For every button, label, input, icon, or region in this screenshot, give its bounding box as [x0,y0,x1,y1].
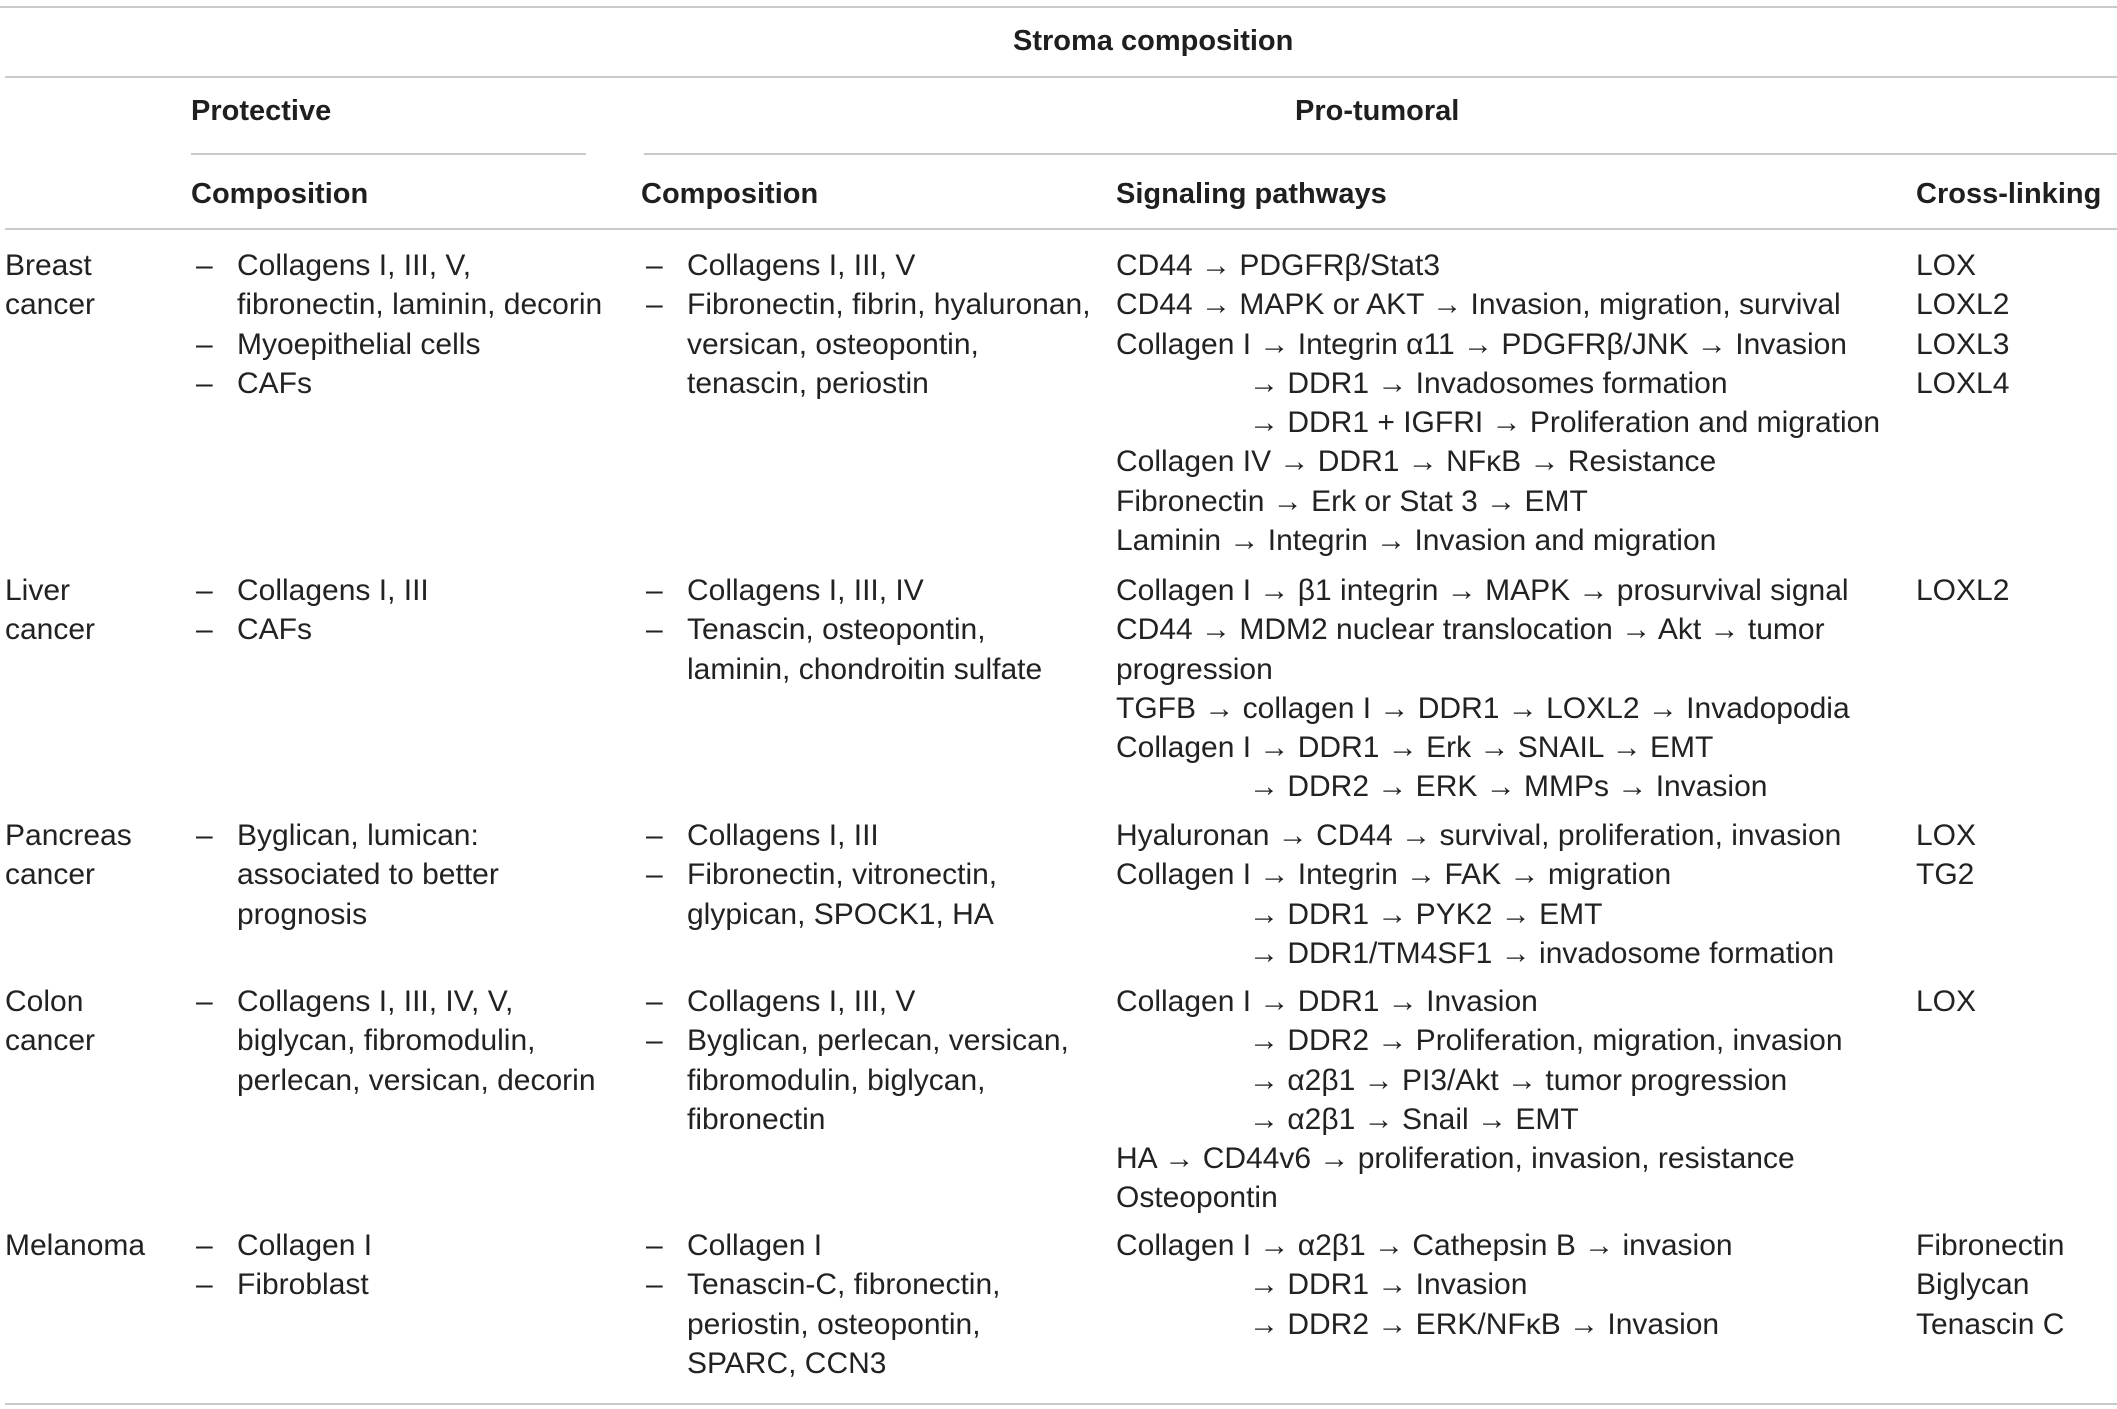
list-item: – Tenascin, osteopontin, [646,613,986,647]
signaling-pathways-cell: Collagen I → α2β1 → Cathepsin B → invasion → DDR1 → Invasion → DDR2 → ERK/NFκB → Invasion [1116,1229,1733,1341]
cancer-type-cell: Colon cancer [5,985,96,1058]
cancer-type-cell: Melanoma [5,1229,146,1262]
list-item: – Collagens I, III, V [646,985,916,1018]
protumoral-composition-cell: – Collagens I, III – Fibronectin, vitronectin, glypican, SPOCK1, HA [643,816,997,934]
list-item: – Byglican, lumican: [196,819,479,852]
list-item: – Byglican, perlecan, versican, [646,1024,1069,1058]
protective-composition-cell: – Collagens I, III, IV, V, biglycan, fibromodulin, perlecan, versican, decorin [193,982,596,1100]
protective-header: Protective [191,95,332,127]
list-item: – CAFs [196,366,312,400]
protective-composition-cell: – Collagens I, III, V, fibronectin, laminin, decorin – Myoepithelial cells – CAFs [193,246,602,403]
list-item: – Fibronectin, vitronectin, [646,858,998,892]
protumoral-composition-cell: – Collagens I, III, V – Fibronectin, fibrin, hyaluronan, versican, osteopontin, tenascin, periostin [643,246,1091,403]
cancer-type-cell: Pancreas cancer [5,819,132,892]
signaling-pathways-cell: Collagen I → β1 integrin → MAPK → prosurvival signal CD44 → MDM2 nuclear translocation → Akt → tumor progression TGFB → collagen I → DDR1 → LOXL2 → Invadopodia Collagen I → DDR1 → Erk → SNAIL → EMT → DDR2 → ERK → MMPs → Invasion [1116,574,1850,804]
protective-composition-cell [193,1226,372,1305]
list-item: – Myoepithelial cells [196,327,481,361]
list-item: – Fibronectin, fibrin, hyaluronan, [646,288,1091,322]
signaling-pathways-cell: Hyaluronan → CD44 → survival, proliferation, invasion Collagen I → Integrin → FAK → migration → DDR1 → PYK2 → EMT → DDR1/TM4SF1 → invadosome formation [1116,819,1842,970]
list-item: – Collagens I, III [196,574,429,607]
cancer-type-cell: Liver cancer [5,574,96,647]
list-item: – Collagen I [646,1229,823,1262]
protumoral-composition-header: Composition [641,178,819,210]
list-item: – Collagens I, III, IV [646,574,924,607]
pro-tumoral-header: Pro-tumoral [1295,95,1460,127]
list-item: – Collagens I, III, V [646,249,916,282]
list-item: – Collagens I, III, V, [196,249,472,282]
list-item: – Tenascin-C, fibronectin, [646,1268,1001,1302]
cross-linking-header: Cross-linking [1916,178,2102,210]
list-item: – Collagens I, III, IV, V, [196,985,514,1018]
cross-linking-cell: LOX TG2 [1916,819,1977,892]
bottom-rule [5,1403,2117,1405]
signaling-pathways-header: Signaling pathways [1116,178,1387,210]
list-item: – Fibroblast [196,1268,369,1302]
list-item: – Collagens I, III [646,819,879,852]
protumoral-composition-cell: – Collagen I – Tenascin-C, fibronectin, periostin, osteopontin, SPARC, CCN3 [643,1226,1000,1383]
header-bottom-rule [5,228,2117,230]
signaling-pathways-cell: Collagen I → DDR1 → Invasion → DDR2 → Proliferation, migration, invasion → α2β1 → PI3/Akt → tumor progression → α2β1 → Snail → EMT HA → CD44v6 → proliferation, invasion, resistance Osteopontin [1116,985,1843,1215]
cross-linking-cell: LOX LOXL2 LOXL3 LOXL4 [1916,249,2010,400]
protective-rule [191,153,586,155]
cross-linking-cell: Fibronectin Biglycan Tenascin C [1916,1229,2065,1341]
cross-linking-cell: LOX [1916,985,1977,1018]
cancer-type-cell: Breast cancer [5,249,96,322]
protective-composition-cell [193,571,429,650]
top-rule [0,6,2117,8]
pro-tumoral-rule [644,153,2117,155]
list-item: – CAFs [196,613,312,647]
protumoral-composition-cell: – Collagens I, III, V – Byglican, perlecan, versican, fibromodulin, biglycan, fibronectin [643,982,1069,1139]
protective-composition-cell: – Byglican, lumican: associated to better prognosis [193,816,499,934]
protumoral-composition-cell: – Collagens I, III, IV – Tenascin, osteopontin, laminin, chondroitin sulfate [643,571,1042,689]
stroma-composition-header: Stroma composition [1013,25,1294,57]
cross-linking-cell: LOXL2 [1916,574,2010,607]
list-item: – Collagen I [196,1229,373,1262]
signaling-pathways-cell: CD44 → PDGFRβ/Stat3 CD44 → MAPK or AKT → Invasion, migration, survival Collagen I → Integrin α11 → PDGFRβ/JNK → Invasion → DDR1 → Invadosomes formation → DDR1 + IGFRI → Proliferation and migration Collagen IV → DDR1 → NFκB → Resistance Fibronectin → Erk or Stat 3 → EMT Laminin → Integrin → Invasion and migration [1116,249,1881,558]
protective-composition-header: Composition [191,178,369,210]
stroma-rule [5,76,2117,78]
